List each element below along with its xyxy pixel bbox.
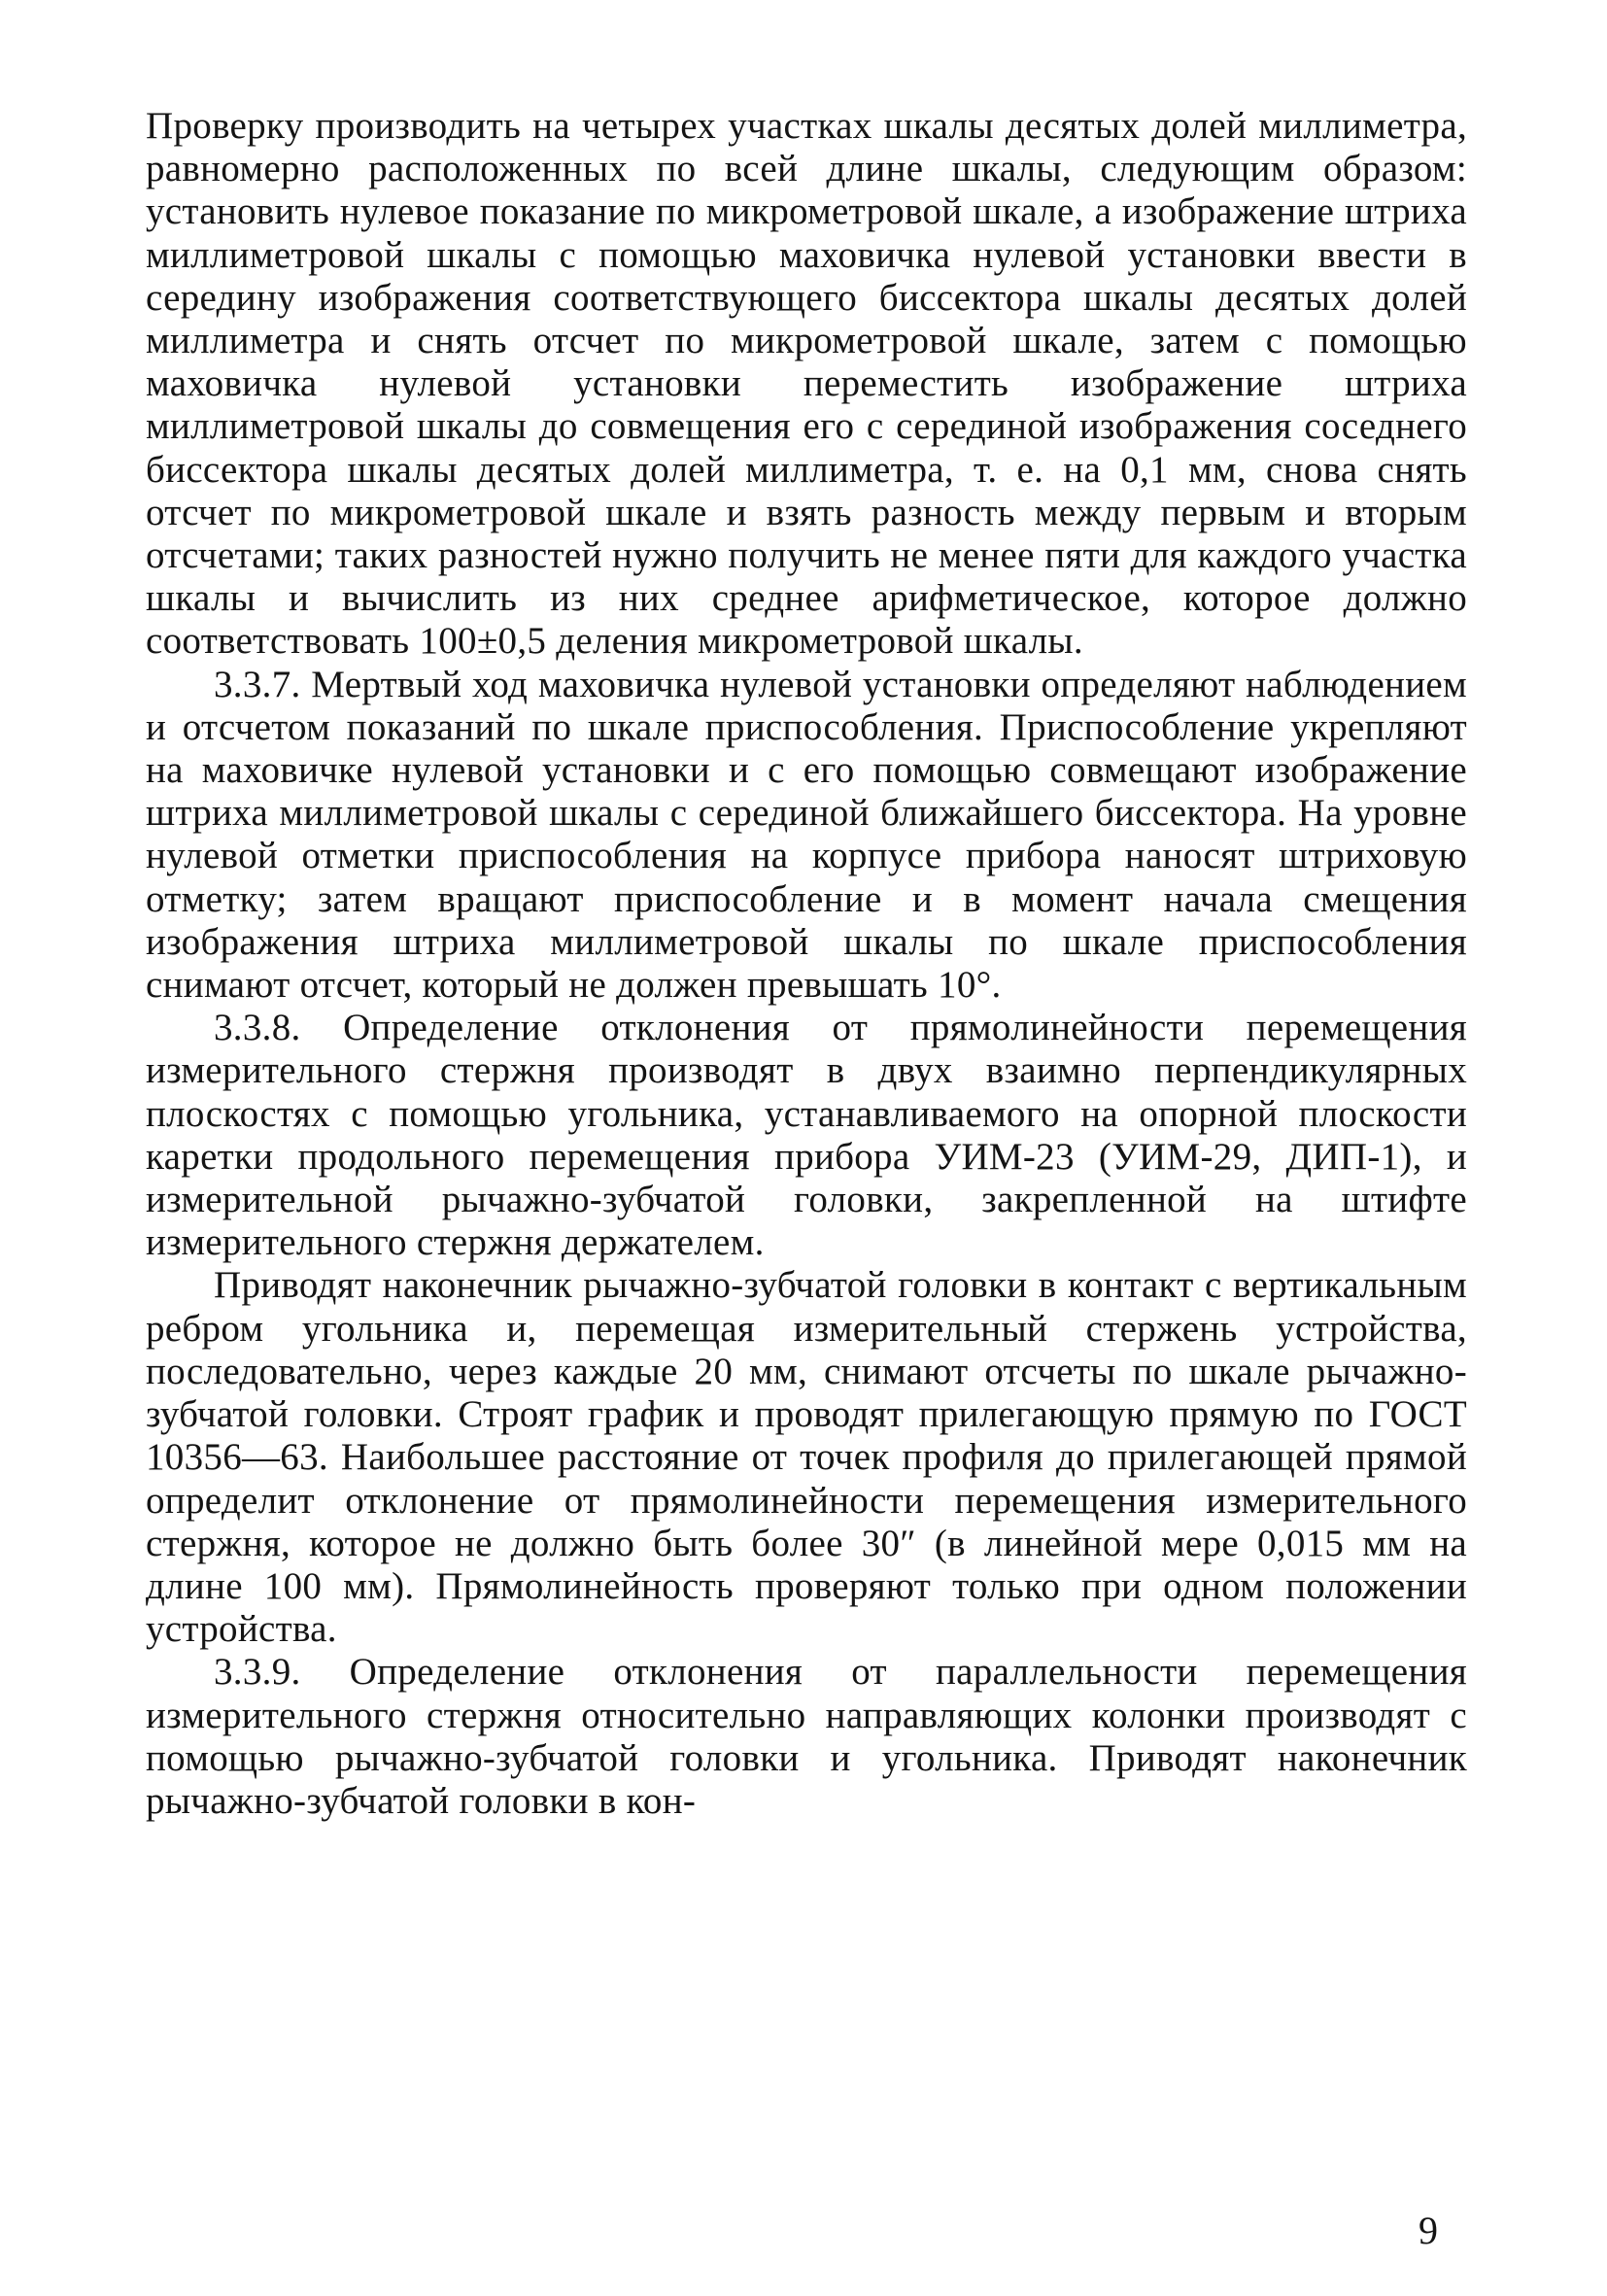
paragraph-3-3-8-continued: Приводят наконечник рычажно-зубчатой головки в контакт с вертикальным ребром угольника и, перемещая измерительный стержень устройства, последовательно, через каждые 20 мм, снимают отсчеты по шкале рычажно-зубчатой головки. Строят график и проводят прилегающую прямую по ГОСТ 10356—63. Наибольшее расстояние от точек профиля до прилегающей прямой определит отклонение от прямолинейности перемещения измерительного стержня, которое не должно быть более 30″ (в линейной мере 0,015 мм на длине 100 мм). Прямолинейность проверяют только при одном положении устройства. — [146, 1264, 1467, 1651]
paragraph-intro: Проверку производить на четырех участках шкалы десятых долей миллиметра, равномерно расположенных по всей длине шкалы, следующим образом: установить нулевое показание по микрометровой шкале, а изображение штриха миллиметровой шкалы с помощью маховичка нулевой установки ввести в середину изображения соответствующего биссектора шкалы десятых долей миллиметра и снять отсчет по микрометровой шкале, затем с помощью маховичка нулевой установки переместить изображение штриха миллиметровой шкалы до совмещения его с серединой изображения соседнего биссектора шкалы десятых долей миллиметра, т. е. на 0,1 мм, снова снять отсчет по микрометровой шкале и взять разность между первым и вторым отсчетами; таких разностей нужно получить не менее пяти для каждого участка шкалы и вычислить из них среднее арифметическое, которое должно соответствовать 100±0,5 деления микрометровой шкалы. — [146, 105, 1467, 663]
page-number: 9 — [1419, 2209, 1438, 2252]
paragraph-3-3-9: 3.3.9. Определение отклонения от параллельности перемещения измерительного стержня относительно направляющих колонки производят с помощью рычажно-зубчатой головки и угольника. Приводят наконечник рычажно-зубчатой головки в кон- — [146, 1651, 1467, 1822]
paragraph-3-3-8: 3.3.8. Определение отклонения от прямолинейности перемещения измерительного стержня производят в двух взаимно перпендикулярных плоскостях с помощью угольника, устанавливаемого на опорной плоскости каретки продольного перемещения прибора УИМ-23 (УИМ-29, ДИП-1), и измерительной рычажно-зубчатой головки, закрепленной на штифте измерительного стержня держателем. — [146, 1007, 1467, 1264]
paragraph-3-3-7: 3.3.7. Мертвый ход маховичка нулевой установки определяют наблюдением и отсчетом показаний по шкале приспособления. Приспособление укрепляют на маховичке нулевой установки и с его помощью совмещают изображение штриха миллиметровой шкалы с серединой ближайшего биссектора. На уровне нулевой отметки приспособления на корпусе прибора наносят штриховую отметку; затем вращают приспособление и в момент начала смещения изображения штриха миллиметровой шкалы по шкале приспособления снимают отсчет, который не должен превышать 10°. — [146, 663, 1467, 1007]
document-page — [146, 105, 1467, 2272]
